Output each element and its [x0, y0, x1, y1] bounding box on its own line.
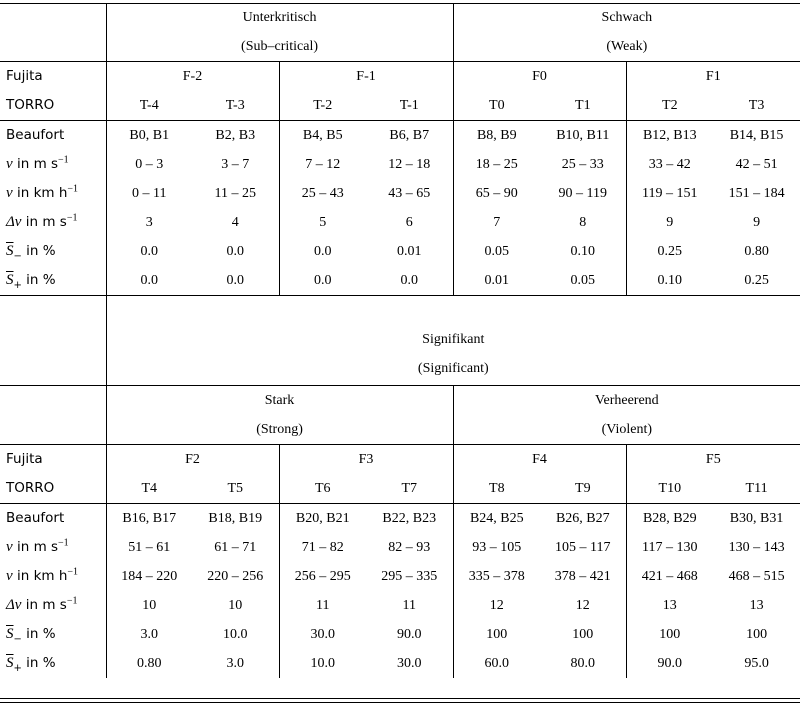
torro-cell: T11 — [713, 474, 800, 504]
dv-ms-cell: 13 — [749, 598, 764, 613]
group-header — [106, 3, 453, 62]
fujita-cell: F2 — [106, 445, 279, 475]
unit-exponent: −1 — [66, 595, 78, 607]
beaufort-cell: B16, B17 — [122, 511, 177, 526]
group-name: Unterkritisch — [242, 10, 317, 25]
dv-ms-cell: 12 — [489, 598, 504, 613]
v-kmh-cell: 220 – 256 — [192, 562, 279, 591]
beaufort-cell: B6, B7 — [366, 121, 453, 151]
s-minus-cell: 0.05 — [484, 244, 510, 259]
s-plus-cell: 0.25 — [713, 266, 800, 296]
dv-ms-row — [0, 591, 800, 620]
beaufort-cell: B22, B23 — [366, 504, 453, 534]
torro-cell: T5 — [192, 474, 279, 504]
s-minus-cell: 0.80 — [744, 244, 769, 259]
row-label-beaufort — [0, 504, 106, 534]
fujita-label: Fujita — [6, 451, 43, 467]
unit-exponent: −1 — [58, 537, 69, 549]
group-subtitle: (Significant) — [417, 361, 489, 376]
dv-ms-cell: 9 — [666, 215, 674, 230]
variable-symbol: $\overline{S}$ — [6, 655, 14, 671]
v-ms-cell: 105 – 117 — [540, 533, 626, 562]
s-minus-cell: 0.01 — [366, 237, 453, 266]
unit-exponent: −1 — [58, 154, 69, 166]
s-plus-row — [0, 266, 800, 296]
dv-ms-cell: 4 — [192, 208, 279, 237]
row-label-fujita — [0, 445, 106, 475]
unit: km h — [33, 185, 68, 201]
v-ms-cell: 82 – 93 — [366, 533, 453, 562]
variable-symbol: $\overline{S}$ — [6, 243, 14, 259]
dv-ms-cell: 8 — [540, 208, 626, 237]
v-kmh-cell: 43 – 65 — [366, 179, 453, 208]
empty-corner — [0, 386, 106, 445]
row-label-v_ms — [0, 533, 106, 562]
v-ms-cell: 71 – 82 — [301, 540, 344, 555]
row-label-fujita — [0, 62, 106, 92]
row-label-v_ms — [0, 150, 106, 179]
row-label-s_plus — [0, 266, 106, 296]
v-ms-cell: 12 – 18 — [366, 150, 453, 179]
variable-symbol: $\overline{S}$ — [6, 272, 14, 288]
s-minus-cell: 100 — [746, 627, 768, 642]
s-plus-cell: 0.0 — [366, 266, 453, 296]
group-subtitle: (Weak) — [606, 39, 648, 54]
torro-cell: T9 — [540, 474, 626, 504]
dv-ms-cell: 13 — [662, 598, 677, 613]
v-ms-row — [0, 150, 800, 179]
beaufort-label: Beaufort — [6, 510, 65, 526]
s-minus-cell: 0.0 — [140, 244, 158, 259]
subscript: − — [13, 250, 22, 262]
dv-ms-cell: 6 — [366, 208, 453, 237]
unit: m s — [33, 156, 59, 172]
v-ms-row — [0, 533, 800, 562]
dv-ms-cell: 11 — [366, 591, 453, 620]
s-plus-cell: 80.0 — [540, 649, 626, 678]
s-plus-cell: 0.0 — [192, 266, 279, 296]
beaufort-label: Beaufort — [6, 127, 65, 143]
unit-exponent: −1 — [67, 566, 79, 578]
s-minus-cell: 30.0 — [310, 627, 335, 642]
torro-label: TORRO — [6, 480, 55, 496]
unit-exponent: −1 — [66, 212, 78, 224]
torro-cell: T3 — [713, 91, 800, 121]
s-plus-cell: 95.0 — [744, 656, 769, 671]
group-name: Stark — [264, 393, 295, 408]
bottom-section — [0, 386, 800, 679]
fujita-label: Fujita — [6, 68, 43, 84]
fujita-cell: F-2 — [106, 62, 279, 92]
row-label-s_plus — [0, 649, 106, 678]
dv-ms-cell: 12 — [540, 591, 626, 620]
beaufort-cell: B14, B15 — [729, 128, 784, 143]
in-word: in — [21, 214, 43, 230]
row-label-dv_ms — [0, 591, 106, 620]
torro-row — [0, 91, 800, 121]
v-kmh-cell: 378 – 421 — [540, 562, 626, 591]
group-name: Verheerend — [594, 393, 659, 408]
group-name: Schwach — [601, 10, 653, 25]
v-kmh-cell: 0 – 11 — [132, 186, 167, 201]
fujita-row — [0, 62, 800, 92]
variable-symbol: $\overline{S}$ — [6, 626, 14, 642]
significant-header — [106, 296, 800, 386]
s-minus-cell: 90.0 — [366, 620, 453, 649]
torro-cell: T8 — [453, 474, 540, 504]
s-minus-cell: 100 — [659, 627, 681, 642]
s-minus-row — [0, 237, 800, 266]
group-name: Signifikant — [422, 332, 485, 347]
fujita-cell: F5 — [705, 452, 721, 467]
dv-ms-cell: 7 — [493, 215, 501, 230]
dv-ms-cell: 3 — [145, 215, 153, 230]
top-section — [0, 3, 800, 296]
v-ms-cell: 51 – 61 — [128, 540, 171, 555]
s-plus-cell: 0.80 — [137, 656, 162, 671]
group-header — [453, 386, 800, 445]
v-kmh-cell: 184 – 220 — [121, 569, 178, 584]
torro-cell: T-2 — [279, 91, 366, 121]
s-plus-cell: 0.0 — [279, 266, 366, 296]
s-minus-cell: 0.0 — [192, 237, 279, 266]
variable-symbol: v — [6, 185, 13, 201]
torro-cell: T6 — [279, 474, 366, 504]
v-kmh-cell: 11 – 25 — [192, 179, 279, 208]
row-label-s_minus — [0, 237, 106, 266]
beaufort-cell: B2, B3 — [192, 121, 279, 151]
beaufort-cell: B10, B11 — [540, 121, 626, 151]
percent-unit: in % — [21, 655, 56, 671]
v-ms-cell: 61 – 71 — [192, 533, 279, 562]
fujita-cell: F4 — [453, 445, 626, 475]
in-word: in — [12, 568, 34, 584]
group-header-row — [0, 3, 800, 62]
unit: m s — [42, 597, 67, 613]
beaufort-row — [0, 504, 800, 534]
torro-cell: T7 — [366, 474, 453, 504]
row-label-beaufort — [0, 121, 106, 151]
s-plus-cell: 10.0 — [310, 656, 335, 671]
s-plus-cell: 0.10 — [626, 266, 713, 296]
dv-ms-row — [0, 208, 800, 237]
beaufort-cell: B8, B9 — [476, 128, 517, 143]
beaufort-cell: B24, B25 — [469, 511, 524, 526]
unit: m s — [42, 214, 67, 230]
s-plus-cell: 60.0 — [484, 656, 510, 671]
dv-ms-cell: 10 — [192, 591, 279, 620]
in-word: in — [12, 156, 34, 172]
v-kmh-cell: 119 – 151 — [642, 186, 698, 201]
variable-symbol: Δv — [6, 597, 22, 613]
fujita-row — [0, 445, 800, 475]
fujita-cell: F-1 — [279, 62, 453, 92]
table-bottom-double-rule — [0, 698, 800, 703]
torro-cell: T-1 — [366, 91, 453, 121]
v-ms-cell: 7 – 12 — [305, 157, 341, 172]
dv-ms-cell: 10 — [142, 598, 157, 613]
v-kmh-cell: 335 – 378 — [468, 569, 525, 584]
row-label-v_kmh — [0, 179, 106, 208]
percent-unit: in % — [21, 626, 56, 642]
v-kmh-cell: 90 – 119 — [540, 179, 626, 208]
empty-corner — [0, 296, 106, 386]
s-plus-cell: 0.05 — [540, 266, 626, 296]
beaufort-cell: B18, B19 — [192, 504, 279, 534]
beaufort-row — [0, 121, 800, 151]
unit: km h — [33, 568, 68, 584]
group-header — [453, 3, 800, 62]
s-minus-cell: 100 — [540, 620, 626, 649]
v-kmh-row — [0, 562, 800, 591]
variable-symbol: v — [6, 156, 13, 172]
fujita-cell: F1 — [705, 69, 721, 84]
s-plus-cell: 3.0 — [192, 649, 279, 678]
v-kmh-cell: 256 – 295 — [294, 569, 351, 584]
v-kmh-cell: 421 – 468 — [641, 569, 698, 584]
in-word: in — [12, 539, 34, 555]
torro-cell: T1 — [540, 91, 626, 121]
empty-corner — [0, 3, 106, 62]
row-label-s_minus — [0, 620, 106, 649]
tornado-scale-table — [0, 3, 800, 678]
v-kmh-cell: 25 – 43 — [301, 186, 344, 201]
unit: m s — [33, 539, 59, 555]
group-header — [106, 386, 453, 445]
torro-cell: T10 — [626, 474, 713, 504]
v-ms-cell: 130 – 143 — [728, 540, 785, 555]
row-label-dv_ms — [0, 208, 106, 237]
v-ms-cell: 117 – 130 — [642, 540, 698, 555]
s-minus-cell: 0.0 — [314, 244, 332, 259]
s-plus-cell: 0.01 — [453, 266, 540, 296]
beaufort-cell: B0, B1 — [129, 128, 170, 143]
v-ms-cell: 42 – 51 — [735, 157, 778, 172]
group-subtitle: (Sub–critical) — [241, 39, 319, 54]
torro-cell: T0 — [453, 91, 540, 121]
group-subtitle: (Violent) — [601, 422, 653, 437]
beaufort-cell: B20, B21 — [295, 511, 350, 526]
percent-unit: in % — [21, 272, 56, 288]
torro-cell: T-4 — [106, 91, 192, 121]
row-label-v_kmh — [0, 562, 106, 591]
v-ms-cell: 0 – 3 — [135, 157, 164, 172]
s-plus-cell: 0.0 — [106, 266, 192, 296]
s-minus-cell: 100 — [486, 627, 508, 642]
s-plus-row — [0, 649, 800, 678]
in-word: in — [21, 597, 43, 613]
row-label-torro — [0, 91, 106, 121]
beaufort-cell: B4, B5 — [302, 128, 343, 143]
variable-symbol: Δv — [6, 214, 22, 230]
v-kmh-cell: 295 – 335 — [366, 562, 453, 591]
significant-header-row — [0, 296, 800, 386]
v-kmh-cell: 468 – 515 — [728, 569, 785, 584]
v-kmh-row — [0, 179, 800, 208]
unit-exponent: −1 — [67, 183, 79, 195]
group-subtitle: (Strong) — [256, 422, 303, 437]
s-minus-cell: 0.10 — [540, 237, 626, 266]
torro-row — [0, 474, 800, 504]
beaufort-cell: B30, B31 — [729, 511, 784, 526]
s-minus-cell: 0.25 — [657, 244, 683, 259]
v-ms-cell: 25 – 33 — [540, 150, 626, 179]
s-plus-cell: 90.0 — [657, 656, 683, 671]
fujita-cell: F0 — [453, 62, 626, 92]
middle-section — [0, 296, 800, 386]
torro-cell: T-3 — [192, 91, 279, 121]
s-plus-cell: 30.0 — [366, 649, 453, 678]
subscript: + — [13, 279, 22, 291]
v-ms-cell: 33 – 42 — [648, 157, 691, 172]
torro-cell: T4 — [106, 474, 192, 504]
dv-ms-cell: 11 — [316, 598, 330, 613]
variable-symbol: v — [6, 539, 13, 555]
s-minus-cell: 10.0 — [192, 620, 279, 649]
percent-unit: in % — [21, 243, 56, 259]
group-header-row — [0, 386, 800, 445]
in-word: in — [12, 185, 34, 201]
v-ms-cell: 93 – 105 — [472, 540, 522, 555]
variable-symbol: v — [6, 568, 13, 584]
beaufort-cell: B26, B27 — [540, 504, 626, 534]
v-ms-cell: 18 – 25 — [475, 157, 518, 172]
torro-cell: T2 — [626, 91, 713, 121]
dv-ms-cell: 9 — [753, 215, 761, 230]
v-kmh-cell: 65 – 90 — [475, 186, 518, 201]
v-ms-cell: 3 – 7 — [192, 150, 279, 179]
subscript: − — [13, 633, 22, 645]
s-minus-row — [0, 620, 800, 649]
v-kmh-cell: 151 – 184 — [728, 186, 785, 201]
subscript: + — [13, 662, 22, 674]
s-minus-cell: 3.0 — [140, 627, 158, 642]
beaufort-cell: B28, B29 — [642, 511, 697, 526]
beaufort-cell: B12, B13 — [642, 128, 697, 143]
fujita-cell: F3 — [279, 445, 453, 475]
row-label-torro — [0, 474, 106, 504]
torro-label: TORRO — [6, 97, 55, 113]
dv-ms-cell: 5 — [319, 215, 327, 230]
